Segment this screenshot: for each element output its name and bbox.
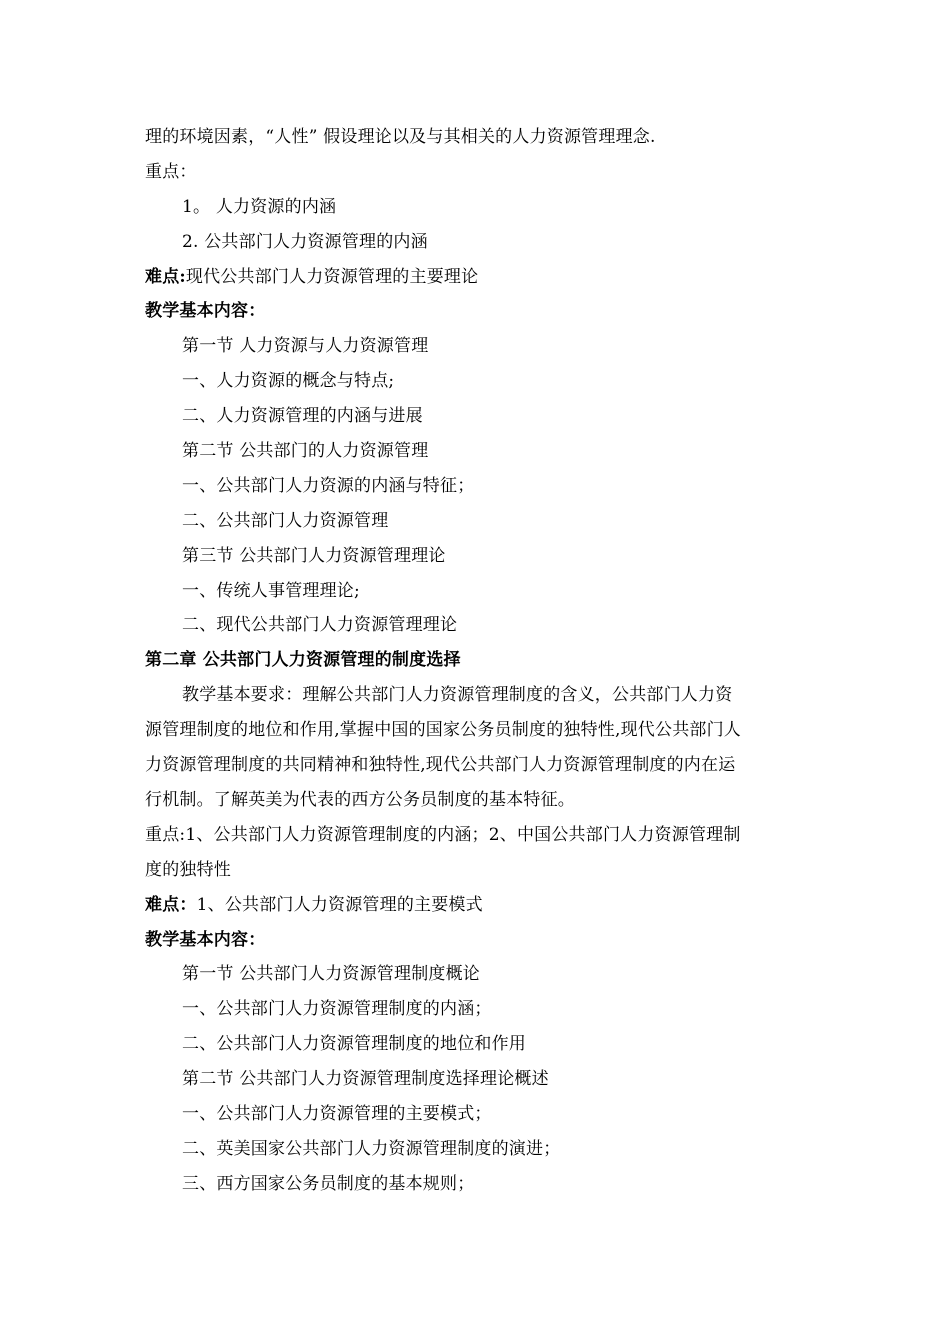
paragraph-line: 行机制。了解英美为代表的西方公务员制度的基本特征。 xyxy=(145,789,575,810)
list-item: 一、公共部门人力资源管理的主要模式； xyxy=(182,1104,492,1125)
document-body xyxy=(145,120,810,1202)
paragraph-line: 源管理制度的地位和作用,掌握中国的国家公务员制度的独特性,现代公共部门人 xyxy=(145,720,742,741)
paragraph-line: 度的独特性 xyxy=(145,859,231,880)
key-points-heading: 重点： xyxy=(145,161,197,182)
paragraph-line: 力资源管理制度的共同精神和独特性,现代公共部门人力资源管理制度的内在运 xyxy=(145,755,736,776)
difficulty-label: 难点: xyxy=(145,266,186,287)
difficulty-line xyxy=(145,260,810,295)
list-item: 一、传统人事管理理论; xyxy=(182,580,360,601)
paragraph-line: 重点:1、公共部门人力资源管理制度的内涵；2、中国公共部门人力资源管理制 xyxy=(145,824,741,845)
list-item: 一、公共部门人力资源管理制度的内涵； xyxy=(182,999,492,1020)
list-item: 三、西方国家公务员制度的基本规则； xyxy=(182,1173,475,1194)
section-title: 第二节 公共部门人力资源管理制度选择理论概述 xyxy=(182,1069,549,1090)
section-title: 第一节 人力资源与人力资源管理 xyxy=(182,336,429,357)
section-title: 第二节 公共部门的人力资源管理 xyxy=(182,441,429,462)
content-heading: 教学基本内容： xyxy=(145,929,266,950)
requirement-paragraph xyxy=(145,678,810,818)
content-heading: 教学基本内容： xyxy=(145,301,266,322)
text-line: 理的环境因素，“人性” 假设理论以及与其相关的人力资源管理理念. xyxy=(145,127,656,147)
list-item: 二、公共部门人力资源管理 xyxy=(182,510,389,531)
key-points-paragraph xyxy=(145,818,810,888)
list-item: 一、公共部门人力资源的内涵与特征； xyxy=(182,475,475,496)
difficulty-text: 1、公共部门人力资源管理的主要模式 xyxy=(196,894,483,915)
paragraph-line: 教学基本要求：理解公共部门人力资源管理制度的含义，公共部门人力资 xyxy=(182,685,733,706)
section-title: 第一节 公共部门人力资源管理制度概论 xyxy=(182,964,481,985)
list-item: 二、现代公共部门人力资源管理理论 xyxy=(182,615,458,636)
list-item: 2. 公共部门人力资源管理的内涵 xyxy=(182,231,428,252)
section-title: 第三节 公共部门人力资源管理理论 xyxy=(182,545,446,566)
list-item: 1。 人力资源的内涵 xyxy=(182,196,337,217)
difficulty-line xyxy=(145,888,810,923)
chapter-heading: 第二章 公共部门人力资源管理的制度选择 xyxy=(145,650,461,671)
list-item: 二、公共部门人力资源管理制度的地位和作用 xyxy=(182,1034,526,1055)
list-item: 二、英美国家公共部门人力资源管理制度的演进； xyxy=(182,1138,561,1159)
list-item: 一、人力资源的概念与特点; xyxy=(182,371,395,392)
difficulty-label: 难点： xyxy=(145,894,197,915)
difficulty-text: 现代公共部门人力资源管理的主要理论 xyxy=(185,266,479,287)
list-item: 二、人力资源管理的内涵与进展 xyxy=(182,406,423,427)
